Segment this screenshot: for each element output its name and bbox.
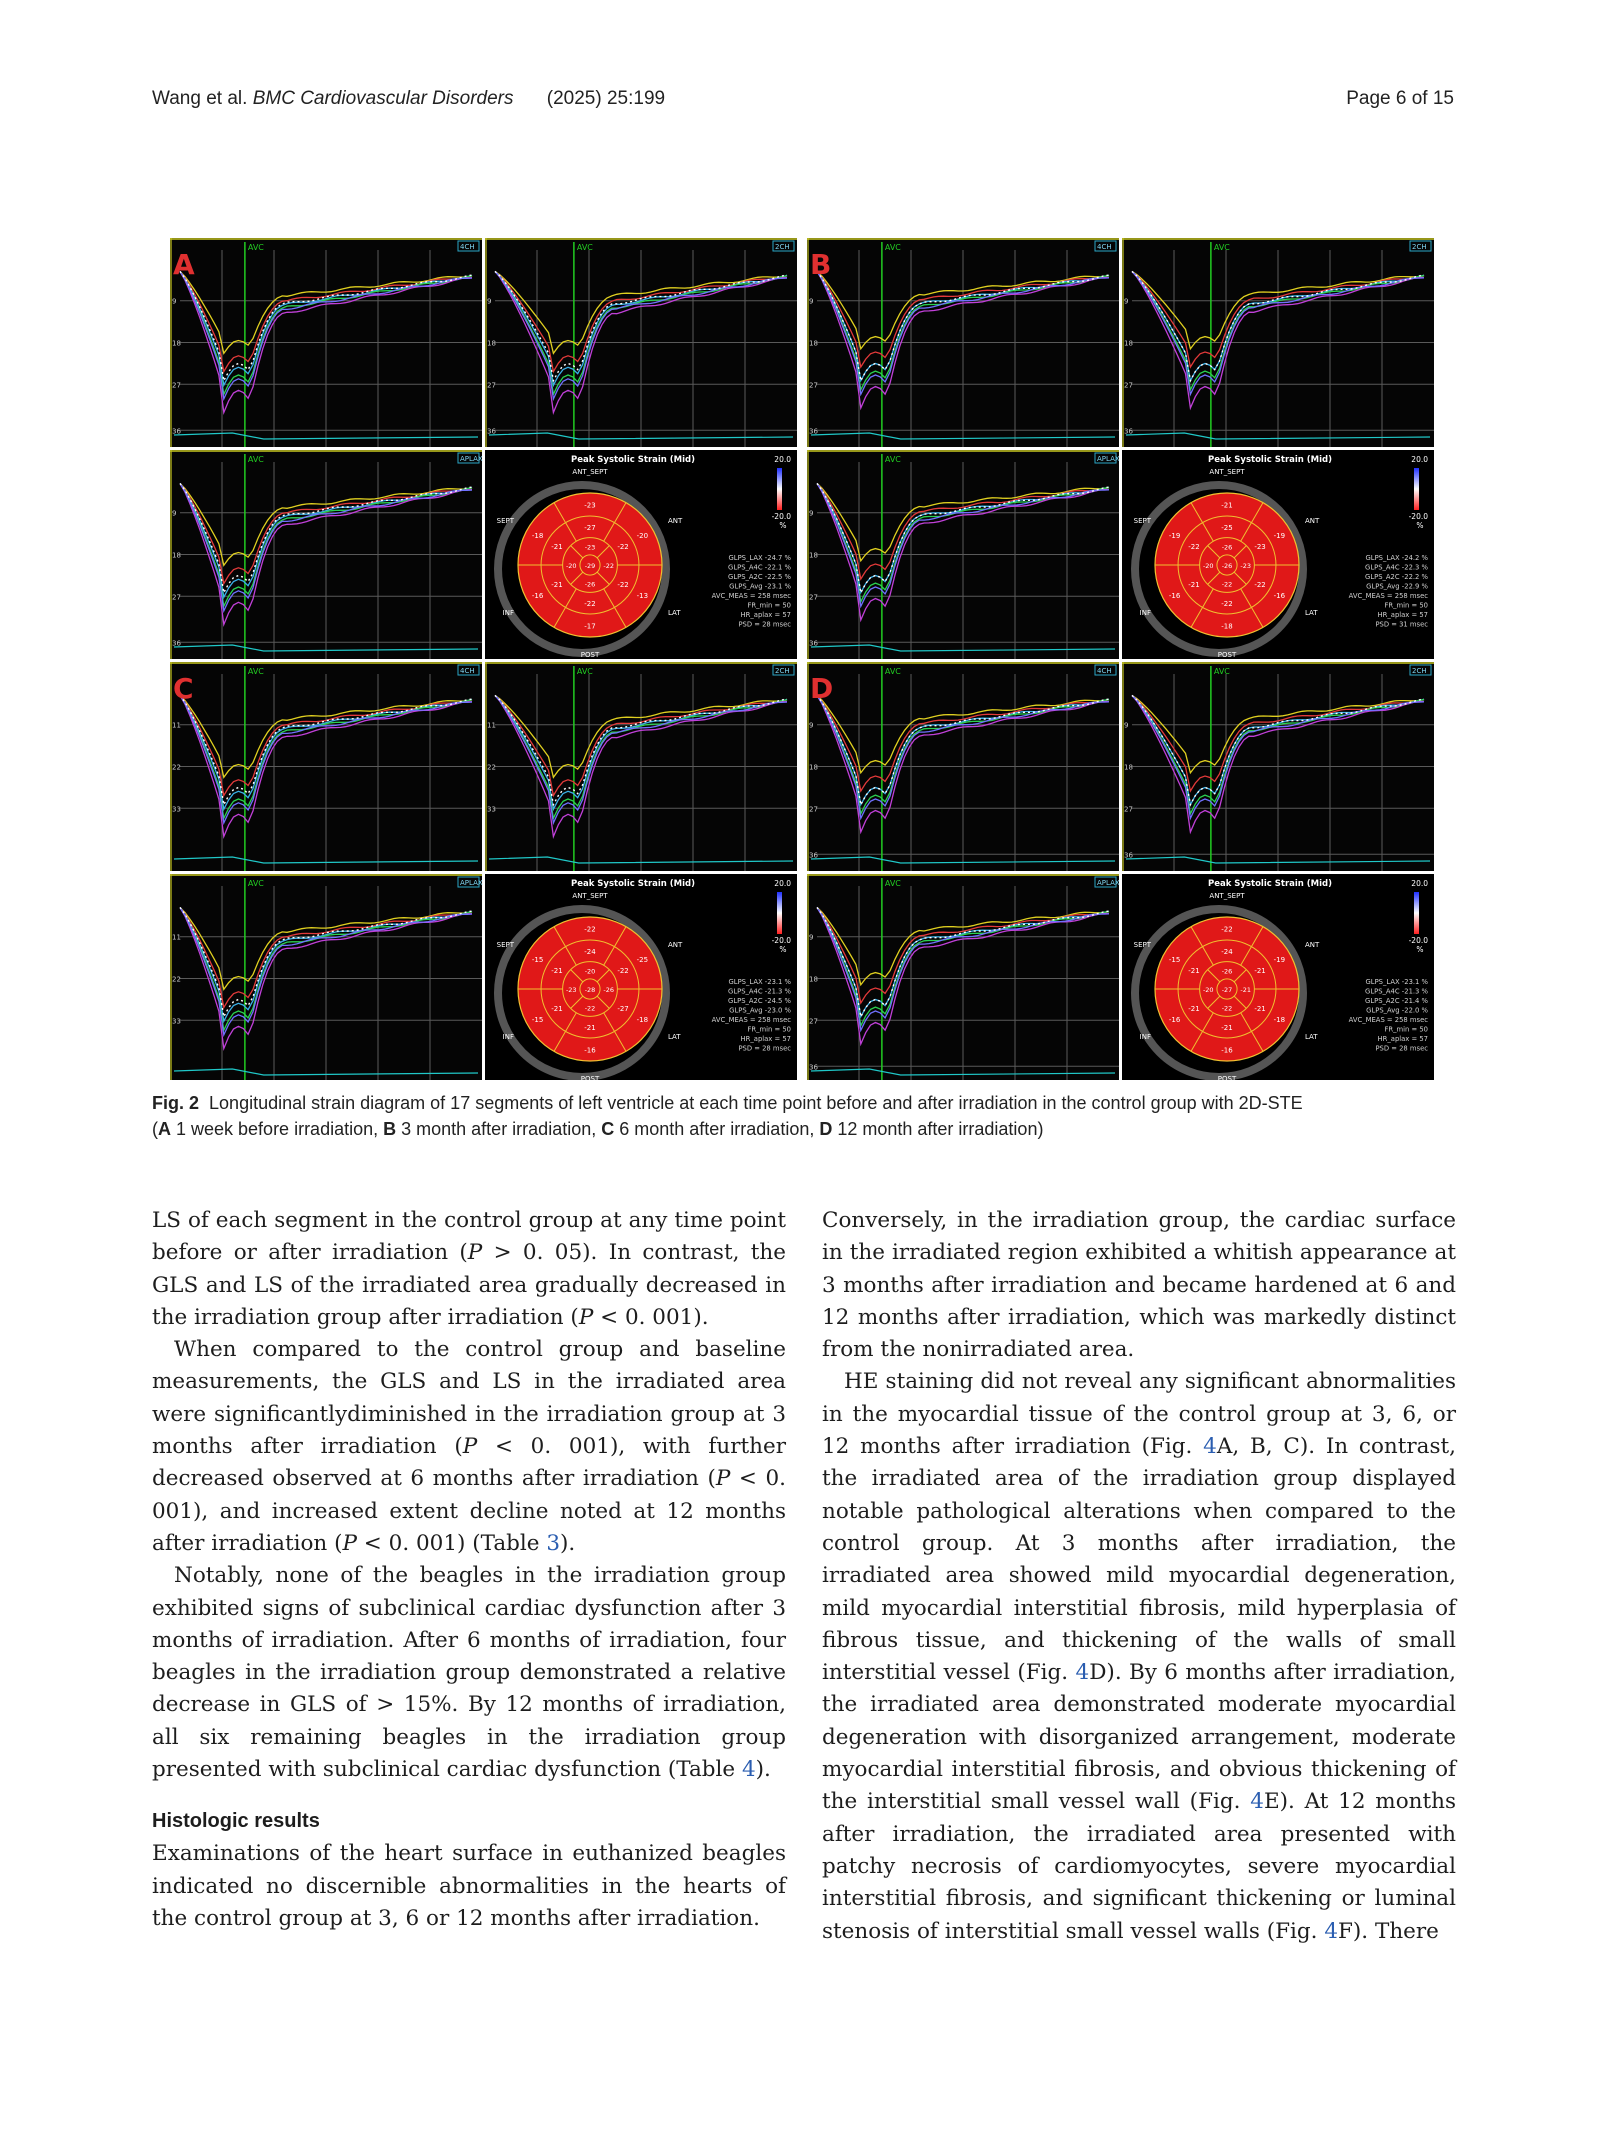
orientation-label: LAT	[1305, 609, 1318, 617]
y-tick-label: 9	[809, 297, 814, 306]
strain-trace-panel	[485, 238, 797, 447]
body-left-column	[152, 1205, 786, 1935]
segment-value: -24	[1221, 947, 1233, 956]
strain-stat: FR_min = 50	[747, 601, 791, 610]
color-scale	[777, 892, 782, 934]
view-label: APLAX	[460, 879, 483, 887]
orientation-label: ANT	[1305, 941, 1320, 949]
view-label: 4CH	[1097, 243, 1112, 251]
caption-label: Fig. 2	[152, 1093, 200, 1113]
segment-value: -20	[1202, 986, 1214, 994]
strain-trace-panel	[807, 238, 1119, 447]
avc-label: AVC	[247, 455, 264, 464]
segment-value: -16	[1221, 1046, 1233, 1055]
orientation-label: LAT	[668, 609, 681, 617]
avc-label: AVC	[884, 455, 901, 464]
strain-trace-panel	[1122, 662, 1434, 871]
caption-c-label: C	[601, 1119, 615, 1139]
orientation-label: INF	[1139, 1033, 1151, 1041]
segment-value: -18	[531, 531, 544, 540]
panel-label: D	[810, 672, 834, 705]
segment-value: -21	[1188, 1005, 1200, 1014]
strain-stat: GLPS_A2C -21.4 %	[1365, 997, 1428, 1005]
strain-stat: FR_min = 50	[1384, 601, 1428, 610]
apex-value: -26	[1221, 562, 1233, 570]
y-tick-label: 9	[487, 297, 492, 306]
segment-value: -20	[584, 967, 596, 976]
y-tick-label: 9	[809, 509, 814, 518]
scale-unit: %	[779, 945, 787, 954]
segment-value: -18	[636, 1016, 649, 1025]
scale-min: -20.0	[771, 512, 791, 521]
caption-d-text: 12 month after irradiation)	[832, 1119, 1044, 1139]
y-tick-label: 18	[172, 551, 181, 560]
segment-value: -21	[1240, 986, 1252, 994]
y-tick-label: 36	[1124, 851, 1133, 860]
segment-value: -22	[1221, 925, 1233, 934]
panel-label: A	[173, 248, 195, 281]
panel-label: B	[810, 248, 832, 281]
y-tick-label: 27	[1124, 805, 1133, 814]
header-journal: BMC Cardiovascular Disorders	[252, 88, 514, 109]
scale-max: 20.0	[774, 455, 791, 464]
segment-value: -20	[636, 531, 649, 540]
paragraph: Notably, none of the beagles in the irradiation group exhibited signs of subclinical cardiac dysfunction after 3 months of irradiation. After 6 months of irradiation, four beagles in the irradiation group demonstrated a relative decrease in GLS of > 15%. By 12 months of irradiation, all six remaining beagles in the irradiation group presented with subclinical cardiac dysfunction (Table 4).	[152, 1563, 786, 1783]
strain-trace-panel	[807, 874, 1120, 1080]
strain-stat: GLPS_A2C -22.5 %	[728, 573, 791, 581]
strain-stat: HR_aplax = 57	[1377, 1035, 1428, 1043]
caption-a-text: 1 week before irradiation,	[171, 1119, 384, 1139]
page-number: Page 6 of 15	[1346, 88, 1454, 109]
y-tick-label: 18	[1124, 763, 1133, 772]
y-tick-label: 9	[1124, 297, 1129, 306]
strain-trace-panel	[170, 662, 482, 871]
bullseye-title: Peak Systolic Strain (Mid)	[1207, 879, 1333, 889]
bullseye-title: Peak Systolic Strain (Mid)	[570, 879, 696, 889]
strain-trace-panel	[1122, 238, 1434, 447]
strain-trace-panel	[170, 450, 483, 659]
strain-stat: PSD = 31 msec	[1375, 620, 1428, 629]
strain-stat: GLPS_A2C -22.2 %	[1365, 573, 1428, 581]
bullseye-panel	[1122, 450, 1434, 659]
paragraph: HE staining did not reveal any significant abnormalities in the myocardial tissue of the control group at 3, 6, or 12 months after irradiation (Fig. 4A, B, C). In contrast, the irradiated area of the irradiation group displayed notable pathological alterations when compared to the control group. At 3 months after irradiation, the irradiated area showed mild myocardial degeneration, mild myocardial interstitial fibrosis, mild hyperplasia of fibrous tissue, and thickening of the walls of small interstitial vessel (Fig. 4D). By 6 months after irradiation, the irradiated area demonstrated moderate myocardial degeneration with disorganized arrangement, moderate myocardial interstitial fibrosis, and obvious thickening of the interstitial small vessel wall (Fig. 4E). At 12 months after irradiation, the irradiated area presented with patchy necrosis of cardiomyocytes, severe myocardial interstitial fibrosis, and significant thickening or luminal stenosis of interstitial small vessel walls (Fig. 4F). There	[822, 1369, 1457, 1944]
avc-label: AVC	[884, 879, 901, 888]
segment-value: -21	[1188, 581, 1200, 590]
segment-value: -24	[584, 947, 596, 956]
avc-label: AVC	[884, 667, 901, 676]
segment-value: -23	[1254, 542, 1266, 551]
orientation-label: SEPT	[496, 517, 514, 525]
apex-value: -29	[584, 562, 596, 570]
y-tick-label: 36	[809, 1063, 818, 1072]
apex-value: -28	[584, 986, 596, 994]
avc-label: AVC	[247, 667, 264, 676]
view-label: 4CH	[1097, 667, 1112, 675]
strain-stat: HR_aplax = 57	[740, 611, 791, 619]
scale-max: 20.0	[1411, 879, 1428, 888]
orientation-label: INF	[502, 609, 514, 617]
segment-value: -23	[584, 501, 596, 510]
segment-value: -22	[1221, 580, 1233, 589]
segment-value: -21	[551, 542, 563, 551]
y-tick-label: 9	[172, 509, 177, 518]
figure-4-link[interactable]: 4	[1075, 1660, 1090, 1686]
strain-trace-panel	[807, 662, 1119, 871]
orientation-label: ANT_SEPT	[1209, 468, 1245, 476]
orientation-label: ANT_SEPT	[572, 892, 608, 900]
y-tick-label: 18	[809, 339, 818, 348]
segment-value: -22	[617, 966, 629, 975]
view-label: 4CH	[460, 667, 475, 675]
y-tick-label: 27	[809, 381, 818, 390]
y-tick-label: 36	[172, 639, 181, 648]
segment-value: -21	[551, 1005, 563, 1014]
scale-unit: %	[1416, 521, 1424, 530]
strain-stat: PSD = 28 msec	[1375, 1044, 1428, 1053]
view-label: APLAX	[460, 455, 483, 463]
segment-value: -16	[1273, 592, 1286, 601]
bullseye-panel	[485, 450, 797, 659]
strain-stat: GLPS_Avg -23.1 %	[729, 582, 791, 591]
strain-stat: GLPS_LAX -23.1 %	[1365, 978, 1428, 986]
y-tick-label: 27	[809, 805, 818, 814]
caption-c-text: 6 month after irradiation,	[614, 1119, 820, 1139]
scale-max: 20.0	[774, 879, 791, 888]
y-tick-label: 33	[172, 1017, 181, 1026]
strain-trace-panel	[485, 662, 797, 871]
strain-stat: PSD = 28 msec	[738, 1044, 791, 1053]
strain-stat: FR_min = 50	[1384, 1025, 1428, 1034]
strain-stat: GLPS_Avg -22.9 %	[1366, 582, 1428, 591]
view-label: 4CH	[460, 243, 475, 251]
strain-stat: AVC_MEAS = 258 msec	[711, 592, 791, 600]
y-tick-label: 36	[809, 639, 818, 648]
segment-value: -18	[1273, 1016, 1286, 1025]
orientation-label: ANT	[1305, 517, 1320, 525]
segment-value: -21	[1254, 966, 1266, 975]
y-tick-label: 18	[487, 339, 496, 348]
y-tick-label: 27	[809, 593, 818, 602]
y-tick-label: 18	[809, 975, 818, 984]
y-tick-label: 9	[1124, 721, 1129, 730]
avc-label: AVC	[1213, 243, 1230, 252]
segment-value: -21	[1221, 501, 1233, 510]
view-label: 2CH	[775, 667, 790, 675]
y-tick-label: 11	[487, 721, 496, 730]
y-tick-label: 36	[1124, 427, 1133, 436]
orientation-label: SEPT	[1133, 517, 1151, 525]
segment-value: -22	[584, 925, 596, 934]
scale-unit: %	[1416, 945, 1424, 954]
segment-value: -22	[1221, 600, 1233, 609]
y-tick-label: 11	[172, 721, 181, 730]
segment-value: -23	[1240, 562, 1252, 570]
y-tick-label: 11	[172, 933, 181, 942]
segment-value: -23	[584, 543, 596, 552]
segment-value: -25	[636, 955, 649, 964]
paragraph: When compared to the control group and baseline measurements, the GLS and LS in the irradiated area were significantlydiminished in the irradiation group at 3 months after irradiation (P < 0. 001), with further decreased observed at 6 months after irradiation (P < 0. 001), and increased extent decline noted at 12 months after irradiation (P < 0. 001) (Table 3).	[152, 1337, 786, 1556]
caption-b-label: B	[383, 1119, 397, 1139]
orientation-label: ANT_SEPT	[1209, 892, 1245, 900]
strain-stat: GLPS_A4C -22.3 %	[1365, 563, 1428, 572]
header-year-volume: (2025) 25:199	[546, 88, 666, 109]
bullseye-title: Peak Systolic Strain (Mid)	[570, 455, 696, 465]
y-tick-label: 27	[1124, 381, 1133, 390]
segment-value: -26	[603, 986, 615, 994]
y-tick-label: 18	[809, 763, 818, 772]
segment-value: -22	[584, 600, 596, 609]
table-3-link[interactable]: 3	[546, 1530, 561, 1556]
segment-value: -21	[1254, 1005, 1266, 1014]
caption-a-label: A	[158, 1119, 171, 1139]
y-tick-label: 9	[172, 297, 177, 306]
table-4-link[interactable]: 4	[741, 1757, 756, 1783]
scale-min: -20.0	[771, 936, 791, 945]
figure-caption	[152, 1090, 1472, 1142]
figure-2-image	[170, 238, 1435, 1080]
segment-value: -21	[551, 966, 563, 975]
strain-stat: GLPS_Avg -22.0 %	[1366, 1006, 1428, 1015]
panel-label: C	[173, 672, 194, 705]
segment-value: -22	[1254, 581, 1266, 590]
strain-trace-panel	[170, 874, 483, 1080]
y-tick-label: 36	[172, 427, 181, 436]
segment-value: -21	[1188, 966, 1200, 975]
caption-d-label: D	[819, 1119, 833, 1139]
segment-value: -13	[636, 592, 649, 601]
header-authors: Wang et al.	[152, 88, 248, 109]
segment-value: -22	[1221, 1004, 1233, 1013]
apex-value: -27	[1221, 986, 1233, 994]
strain-stat: GLPS_A4C -21.3 %	[728, 987, 791, 996]
strain-stat: GLPS_LAX -24.2 %	[1365, 554, 1428, 562]
orientation-label: ANT_SEPT	[572, 468, 608, 476]
paragraph: Examinations of the heart surface in euthanized beagles indicated no discernible abnormalities in the hearts of the control group at 3, 6 or 12 months after irradiation.	[152, 1841, 786, 1931]
y-tick-label: 27	[809, 1017, 818, 1026]
view-label: 2CH	[1412, 667, 1427, 675]
segment-value: -23	[565, 986, 577, 994]
caption-b-text: 3 month after irradiation,	[396, 1119, 602, 1139]
caption-text: Longitudinal strain diagram of 17 segments of left ventricle at each time point before and after irradiation in the control group with 2D-STE	[209, 1093, 1303, 1113]
strain-stat: FR_min = 50	[747, 1025, 791, 1034]
y-tick-label: 22	[172, 975, 181, 984]
avc-label: AVC	[1213, 667, 1230, 676]
color-scale	[1414, 892, 1419, 934]
strain-trace-panel	[170, 238, 482, 447]
orientation-label: SEPT	[496, 941, 514, 949]
y-tick-label: 22	[172, 763, 181, 772]
bullseye-title: Peak Systolic Strain (Mid)	[1207, 455, 1333, 465]
orientation-label: LAT	[668, 1033, 681, 1041]
body-right-column	[822, 1205, 1456, 1948]
segment-value: -15	[531, 955, 544, 964]
avc-label: AVC	[576, 667, 593, 676]
section-heading: Histologic results	[152, 1810, 320, 1833]
paragraph: Conversely, in the irradiation group, the cardiac surface in the irradiated region exhibited a whitish appearance at 3 months after irradiation and became hardened at 6 and 12 months after irradiation, which was markedly distinct from the nonirradiated area.	[822, 1208, 1456, 1363]
y-tick-label: 36	[487, 427, 496, 436]
view-label: APLAX	[1097, 879, 1120, 887]
figure-4-link[interactable]: 4	[1203, 1434, 1217, 1460]
segment-value: -27	[617, 1005, 629, 1014]
scale-max: 20.0	[1411, 455, 1428, 464]
segment-value: -21	[551, 581, 563, 590]
scale-min: -20.0	[1408, 512, 1428, 521]
strain-stat: PSD = 28 msec	[738, 620, 791, 629]
y-tick-label: 33	[487, 805, 496, 814]
figure-4-link[interactable]: 4	[1324, 1918, 1338, 1944]
segment-value: -18	[1221, 622, 1233, 631]
segment-value: -22	[617, 581, 629, 590]
segment-value: -19	[1273, 955, 1286, 964]
segment-value: -22	[584, 1004, 596, 1013]
y-tick-label: 18	[809, 551, 818, 560]
y-tick-label: 27	[172, 381, 181, 390]
y-tick-label: 33	[172, 805, 181, 814]
segment-value: -26	[584, 580, 596, 589]
orientation-label: ANT	[668, 941, 683, 949]
figure-2	[170, 238, 1435, 1080]
y-tick-label: 22	[487, 763, 496, 772]
segment-value: -26	[1221, 543, 1233, 552]
scale-unit: %	[779, 521, 787, 530]
y-tick-label: 36	[809, 851, 818, 860]
segment-value: -25	[1221, 523, 1233, 532]
segment-value: -21	[584, 1024, 596, 1033]
view-label: 2CH	[1412, 243, 1427, 251]
segment-value: -17	[584, 622, 596, 631]
segment-value: -19	[1273, 531, 1286, 540]
y-tick-label: 18	[172, 339, 181, 348]
caption-paren: (	[152, 1119, 158, 1139]
y-tick-label: 18	[1124, 339, 1133, 348]
y-tick-label: 36	[809, 427, 818, 436]
strain-stat: HR_aplax = 57	[740, 1035, 791, 1043]
avc-label: AVC	[247, 243, 264, 252]
segment-value: -22	[1188, 542, 1200, 551]
strain-stat: GLPS_LAX -24.7 %	[728, 554, 791, 562]
y-tick-label: 9	[809, 721, 814, 730]
avc-label: AVC	[576, 243, 593, 252]
orientation-label: POST	[1217, 651, 1237, 659]
segment-value: -20	[565, 562, 577, 570]
segment-value: -16	[1168, 592, 1181, 601]
strain-stat: GLPS_A2C -24.5 %	[728, 997, 791, 1005]
running-header	[152, 88, 665, 110]
segment-value: -15	[1168, 955, 1181, 964]
avc-label: AVC	[884, 243, 901, 252]
segment-value: -22	[603, 562, 615, 570]
strain-stat: HR_aplax = 57	[1377, 611, 1428, 619]
segment-value: -16	[584, 1046, 596, 1055]
y-tick-label: 27	[172, 593, 181, 602]
orientation-label: INF	[502, 1033, 514, 1041]
view-label: APLAX	[1097, 455, 1120, 463]
segment-value: -15	[531, 1016, 544, 1025]
strain-stat: AVC_MEAS = 258 msec	[1348, 592, 1428, 600]
orientation-label: POST	[580, 651, 600, 659]
paragraph: LS of each segment in the control group at any time point before or after irradiation (P > 0. 05). In contrast, the GLS and LS of the irradiated area gradually decreased in the irradiation group after irradiation (P < 0. 001).	[152, 1208, 786, 1330]
figure-4-link[interactable]: 4	[1250, 1789, 1264, 1815]
strain-stat: GLPS_Avg -23.0 %	[729, 1006, 791, 1015]
view-label: 2CH	[775, 243, 790, 251]
strain-stat: AVC_MEAS = 258 msec	[1348, 1016, 1428, 1024]
segment-value: -26	[1221, 967, 1233, 976]
segment-value: -16	[1168, 1016, 1181, 1025]
strain-stat: GLPS_A4C -21.3 %	[1365, 987, 1428, 996]
orientation-label: SEPT	[1133, 941, 1151, 949]
orientation-label: LAT	[1305, 1033, 1318, 1041]
color-scale	[1414, 468, 1419, 510]
segment-value: -27	[584, 523, 596, 532]
avc-label: AVC	[247, 879, 264, 888]
bullseye-panel	[1122, 874, 1434, 1080]
orientation-label: ANT	[668, 517, 683, 525]
segment-value: -20	[1202, 562, 1214, 570]
strain-stat: GLPS_LAX -23.1 %	[728, 978, 791, 986]
bullseye-panel	[485, 874, 797, 1080]
segment-value: -19	[1168, 531, 1181, 540]
segment-value: -22	[617, 542, 629, 551]
orientation-label: POST	[580, 1075, 600, 1080]
segment-value: -21	[1221, 1024, 1233, 1033]
y-tick-label: 9	[809, 933, 814, 942]
strain-stat: AVC_MEAS = 258 msec	[711, 1016, 791, 1024]
segment-value: -16	[531, 592, 544, 601]
color-scale	[777, 468, 782, 510]
orientation-label: INF	[1139, 609, 1151, 617]
strain-trace-panel	[807, 450, 1120, 659]
strain-stat: GLPS_A4C -22.1 %	[728, 563, 791, 572]
scale-min: -20.0	[1408, 936, 1428, 945]
orientation-label: POST	[1217, 1075, 1237, 1080]
y-tick-label: 27	[487, 381, 496, 390]
